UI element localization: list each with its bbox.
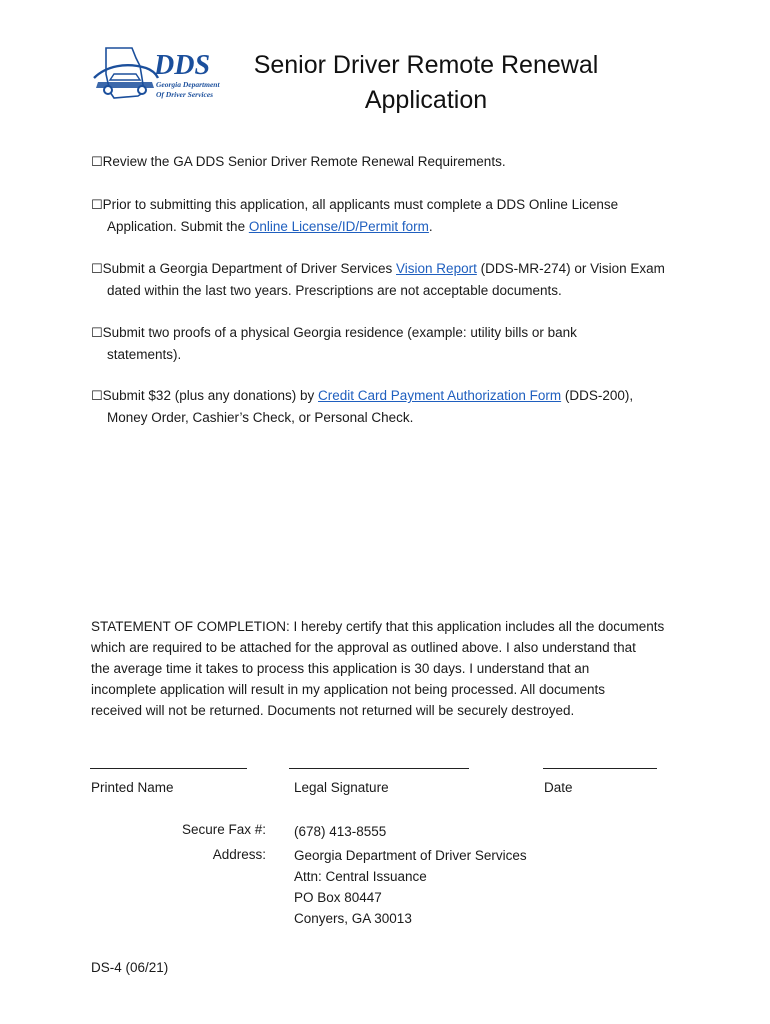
fax-value: (678) 413-8555 xyxy=(294,824,387,839)
item-text-after: . xyxy=(428,219,433,234)
item-text-after: (DDS-200), xyxy=(561,388,634,403)
georgia-map-car-icon xyxy=(92,44,242,106)
item-text-line2: statements). xyxy=(107,347,182,362)
checkbox[interactable]: ☐ xyxy=(91,198,103,213)
checklist-item-residence-proofs xyxy=(91,322,691,365)
checklist-item-online-application xyxy=(91,194,691,237)
item-text-line2: Money Order, Cashier’s Check, or Personal Check. xyxy=(107,410,414,425)
checklist-item-requirements xyxy=(91,151,691,173)
statement-line: incomplete application will result in my application not being processed. All documents xyxy=(91,682,606,697)
checkbox[interactable]: ☐ xyxy=(91,389,103,404)
address-block xyxy=(294,845,527,929)
title-line2: Application xyxy=(364,86,488,114)
checklist-item-payment xyxy=(91,385,691,428)
date-line[interactable] xyxy=(543,768,657,769)
checklist-item-vision-report xyxy=(91,258,691,301)
item-text-after: (DDS-MR-274) or Vision Exam xyxy=(476,261,665,276)
item-text-line2: dated within the last two years. Prescriptions are not acceptable documents. xyxy=(107,283,562,298)
statement-line: STATEMENT OF COMPLETION: I hereby certify that this application includes all the documents xyxy=(91,619,665,634)
checkbox[interactable]: ☐ xyxy=(91,155,103,170)
date-label: Date xyxy=(544,780,573,795)
legal-signature-label: Legal Signature xyxy=(294,780,389,795)
item-text: Submit two proofs of a physical Georgia residence (example: utility bills or bank xyxy=(102,325,577,340)
vision-report-link[interactable]: Vision Report xyxy=(396,261,477,276)
address-line: Attn: Central Issuance xyxy=(294,869,427,884)
statement-of-completion xyxy=(91,616,681,721)
item-text: Review the GA DDS Senior Driver Remote Renewal Requirements. xyxy=(102,154,506,169)
dds-logo xyxy=(92,44,242,106)
fax-label: Secure Fax #: xyxy=(181,822,266,837)
address-label: Address: xyxy=(212,847,266,862)
address-line: Georgia Department of Driver Services xyxy=(294,848,527,863)
form-id: DS-4 (06/21) xyxy=(91,960,169,975)
printed-name-line[interactable] xyxy=(90,768,247,769)
item-text: Submit a Georgia Department of Driver Services xyxy=(102,261,397,276)
address-line: PO Box 80447 xyxy=(294,890,382,905)
logo-abbr: DDS xyxy=(154,50,211,81)
title-line1: Senior Driver Remote Renewal xyxy=(253,51,599,79)
statement-line: received will not be returned. Documents not returned will be securely destroyed. xyxy=(91,703,575,718)
address-line: Conyers, GA 30013 xyxy=(294,911,412,926)
printed-name-label: Printed Name xyxy=(91,780,174,795)
checkbox[interactable]: ☐ xyxy=(91,262,103,277)
credit-card-form-link[interactable]: Credit Card Payment Authorization Form xyxy=(318,388,562,403)
item-text: Submit $32 (plus any donations) by xyxy=(102,388,319,403)
checkbox[interactable]: ☐ xyxy=(91,326,103,341)
online-license-form-link[interactable]: Online License/ID/Permit form xyxy=(248,219,429,234)
statement-line: the average time it takes to process this application is 30 days. I understand that an xyxy=(91,661,590,676)
item-text-line2: Application. Submit the xyxy=(107,219,249,234)
logo-line1: Georgia Department xyxy=(156,80,220,89)
legal-signature-line[interactable] xyxy=(289,768,469,769)
item-text: Prior to submitting this application, all applicants must complete a DDS Online License xyxy=(102,197,619,212)
statement-line: which are required to be attached for the approval as outlined above. I also understand that xyxy=(91,640,636,655)
logo-line2: Of Driver Services xyxy=(156,90,214,99)
page-title xyxy=(250,48,602,118)
